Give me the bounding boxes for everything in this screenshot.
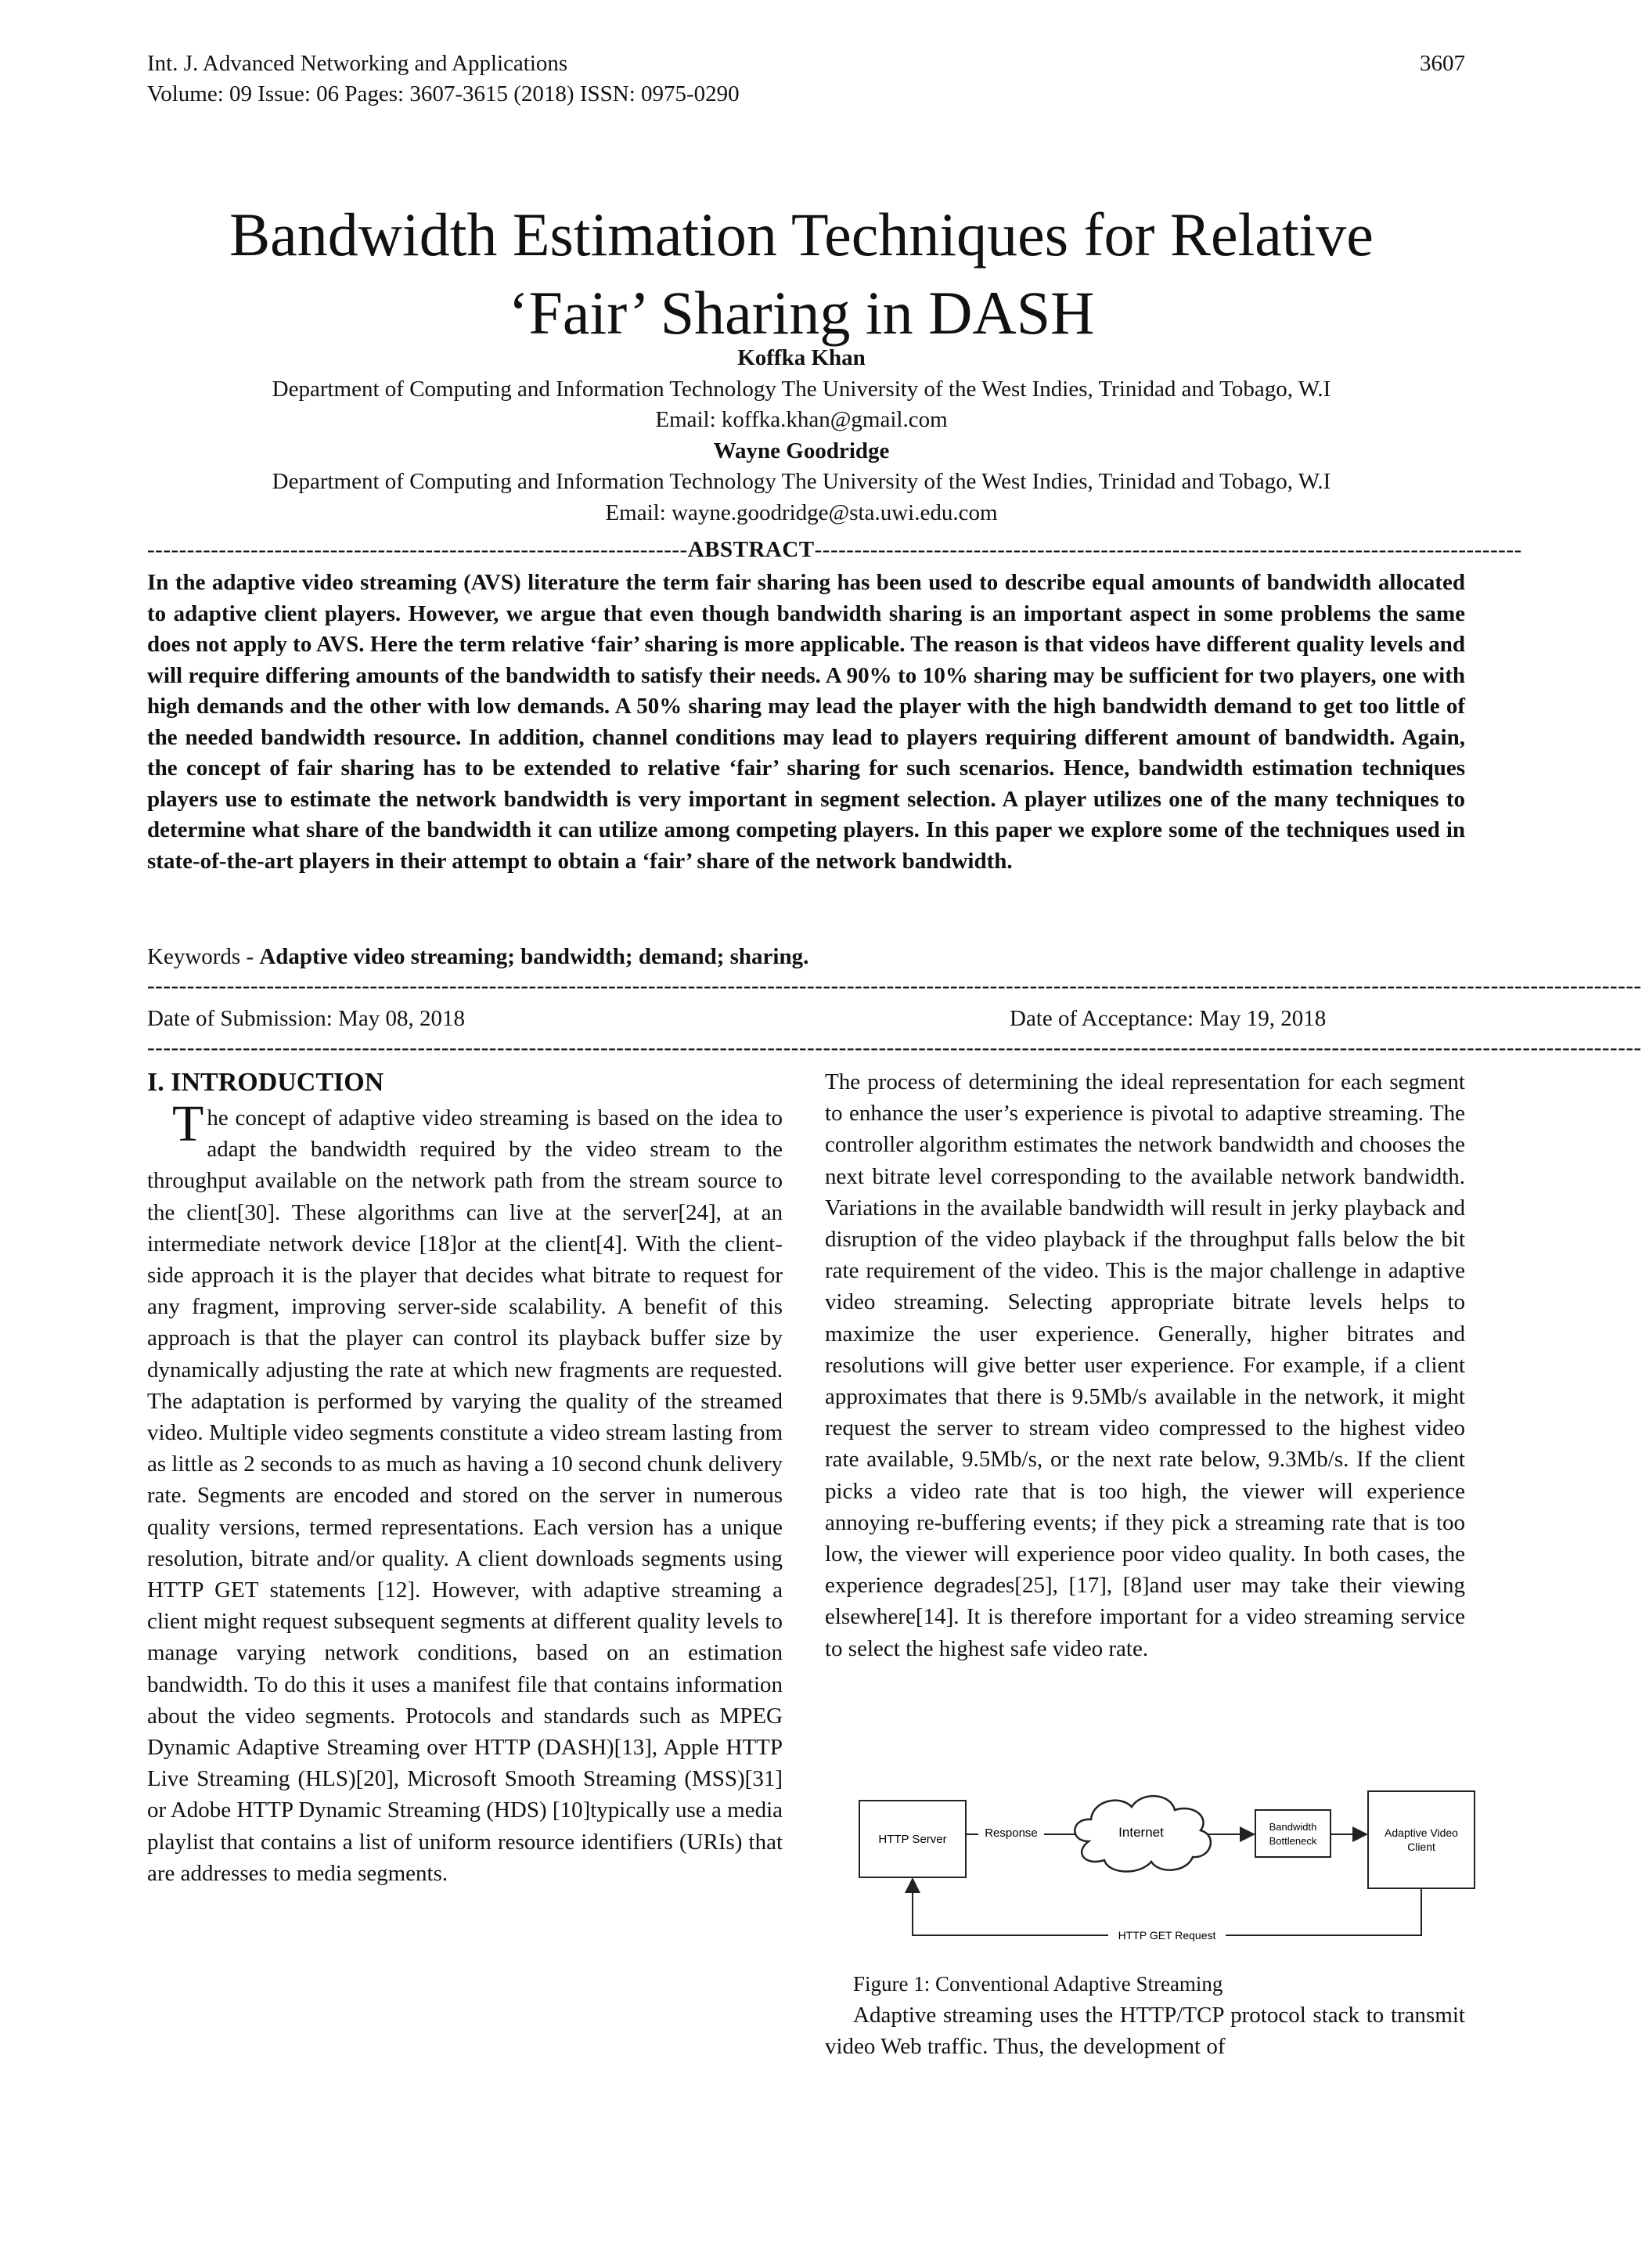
acceptance-date: Date of Acceptance: May 19, 2018 bbox=[1010, 1006, 1327, 1031]
abstract-divider bbox=[147, 537, 1522, 562]
author-email: Email: wayne.goodridge@sta.uwi.edu.com bbox=[605, 499, 998, 525]
abstract-heading: ABSTRACT bbox=[687, 537, 815, 562]
http-get-request-label: HTTP GET Request bbox=[1118, 1929, 1216, 1942]
author-name: Wayne Goodridge bbox=[713, 438, 890, 463]
paper-title bbox=[117, 196, 1485, 352]
drop-cap: T bbox=[172, 1095, 204, 1152]
right-column-text: The process of determining the ideal representation for each segment to enhance the user’s experience is pivotal to adaptive streaming. The controller algorithm estimates the network bandwidth and chooses the next bitrate level corresponding to the available network bandwidth. Variations in the available bandwidth will result in jerky playback and disruption of the video playback if the throughput falls below the bit rate requirement of the video. This is the major challenge in adaptive video streaming. Selecting appropriate bitrate levels helps to maximize the user experience. Generally, higher bitrates and resolutions will give better user experience. For example, if a client approximates that there is 9.5Mb/s available in the network, it might request the server to stream video compressed to the highest video rate available, 9.5Mb/s, or the next rate below, 9.3Mb/s. If the client picks a video rate that is too high, the viewer will experience annoying re-buffering events; if they pick a streaming rate that is too low, the viewer will experience poor video quality. In both cases, the experience degrades[25], [17], [8]and user may take their viewing elsewhere[14]. It is therefore important for a video streaming service to select the highest safe video rate. bbox=[825, 1069, 1465, 1661]
keywords bbox=[147, 942, 1465, 973]
author-name: Koffka Khan bbox=[737, 345, 866, 370]
author-block bbox=[117, 343, 1485, 528]
section-heading: I. INTRODUCTION bbox=[147, 1068, 384, 1097]
title-line-2: ‘Fair’ Sharing in DASH bbox=[508, 279, 1095, 347]
client-label-line-2: Client bbox=[1407, 1841, 1435, 1853]
keywords-value: Adaptive video streaming; bandwidth; demand; sharing. bbox=[259, 944, 809, 969]
dash-run: -------------------------------------------------------------------- bbox=[147, 537, 688, 562]
bandwidth-bottleneck-box bbox=[1255, 1810, 1331, 1857]
figure-caption: Figure 1: Conventional Adaptive Streaming bbox=[853, 1972, 1223, 1996]
author-affiliation: Department of Computing and Information Technology The University of the West Indies, Trinidad and Tobago, W.I bbox=[272, 376, 1331, 402]
response-label: Response bbox=[985, 1826, 1038, 1840]
divider: -------------------------------------------------------------------------------------------------------------------------------------------------------------------------------------------- bbox=[147, 973, 1642, 998]
left-column bbox=[147, 1065, 783, 1889]
divider: -------------------------------------------------------------------------------------------------------------------------------------------------------------------------------------------- bbox=[147, 1035, 1642, 1060]
dates-row bbox=[147, 1004, 1465, 1034]
bottleneck-label-line-1: Bandwidth bbox=[1269, 1821, 1317, 1833]
http-server-label: HTTP Server bbox=[878, 1833, 947, 1846]
bottleneck-label-line-2: Bottleneck bbox=[1269, 1835, 1317, 1847]
client-label-line-1: Adaptive Video bbox=[1385, 1826, 1458, 1839]
dash-run: ----------------------------------------------------------------------------------------- bbox=[814, 537, 1522, 562]
abstract-text: In the adaptive video streaming (AVS) literature the term fair sharing has been used to describe equal amounts of bandwidth allocated to adaptive client players. However, we argue that even though bandwidth sharing is an important aspect in some problems the same does not apply to AVS. Here the term relative ‘fair’ sharing is more applicable. The reason is that videos have different quality levels and will require differing amounts of the bandwidth to satisfy their needs. A 90% to 10% sharing may be sufficient for two players, one with high demands and the other with low demands. A 50% sharing may lead the player with the high bandwidth demand to get too little of the needed bandwidth resource. In addition, channel conditions may lead to players requiring different amount of bandwidth. Again, the concept of fair sharing has to be extended to relative ‘fair’ sharing for such scenarios. Hence, bandwidth estimation techniques players use to estimate the network bandwidth is very important in segment selection. A player utilizes one of the many techniques to determine what share of the bandwidth it can utilize among competing players. In this paper we explore some of the techniques used in state-of-the-art players in their attempt to obtain a ‘fair’ share of the network bandwidth. bbox=[147, 570, 1465, 874]
keywords-label: Keywords - bbox=[147, 944, 260, 969]
title-line-1: Bandwidth Estimation Techniques for Relative bbox=[229, 200, 1374, 269]
figure-conventional-adaptive-streaming bbox=[850, 1785, 1485, 1965]
page-number: 3607 bbox=[1420, 51, 1465, 76]
journal-volume-info: Volume: 09 Issue: 06 Pages: 3607-3615 (2018) ISSN: 0975-0290 bbox=[147, 81, 740, 106]
journal-name: Int. J. Advanced Networking and Applications bbox=[147, 51, 568, 76]
author-affiliation: Department of Computing and Information Technology The University of the West Indies, Trinidad and Tobago, W.I bbox=[272, 469, 1331, 494]
submission-date: Date of Submission: May 08, 2018 bbox=[147, 1006, 465, 1031]
internet-label: Internet bbox=[1118, 1825, 1164, 1840]
adaptive-video-client-box bbox=[1368, 1791, 1475, 1888]
intro-text: he concept of adaptive video streaming is based on the idea to adapt the bandwidth required by the video stream to the throughput available on the network path from the stream source to the client[30]. These algorithms can live at the server[24], at an intermediate network device [18]or at the client[4]. With the client-side approach it is the player that decides what bitrate to request for any fragment, improving server-side scalability. A benefit of this approach is that the player can control its playback buffer size by dynamically adjusting the rate at which new fragments are requested. The adaptation is performed by varying the quality of the streamed video. Multiple video segments constitute a video stream lasting from as little as 2 seconds to as much as having a 10 second chunk delivery rate. Segments are encoded and stored on the server in numerous quality versions, termed representations. Each version has a unique resolution, bitrate and/or quality. A client downloads segments using HTTP GET statements [12]. However, with adaptive streaming a client might request subsequent segments at different quality levels to manage varying network conditions, based on an estimation bandwidth. To do this it uses a manifest file that contains information about the video segments. Protocols and standards such as MPEG Dynamic Adaptive Streaming over HTTP (DASH)[13], Apple HTTP Live Streaming (HLS)[20], Microsoft Smooth Streaming (MSS)[31] or Adobe HTTP Dynamic Streaming (HDS) [10]typically use a media playlist that contains a list of uniform resource identifiers (URIs) that are addresses to media segments. bbox=[147, 1105, 783, 1886]
right-column-continuation: Adaptive streaming uses the HTTP/TCP protocol stack to transmit video Web traffic. Thus, the development of bbox=[825, 2003, 1465, 2060]
author-email: Email: koffka.khan@gmail.com bbox=[655, 407, 948, 432]
intro-paragraph bbox=[147, 1095, 783, 1889]
